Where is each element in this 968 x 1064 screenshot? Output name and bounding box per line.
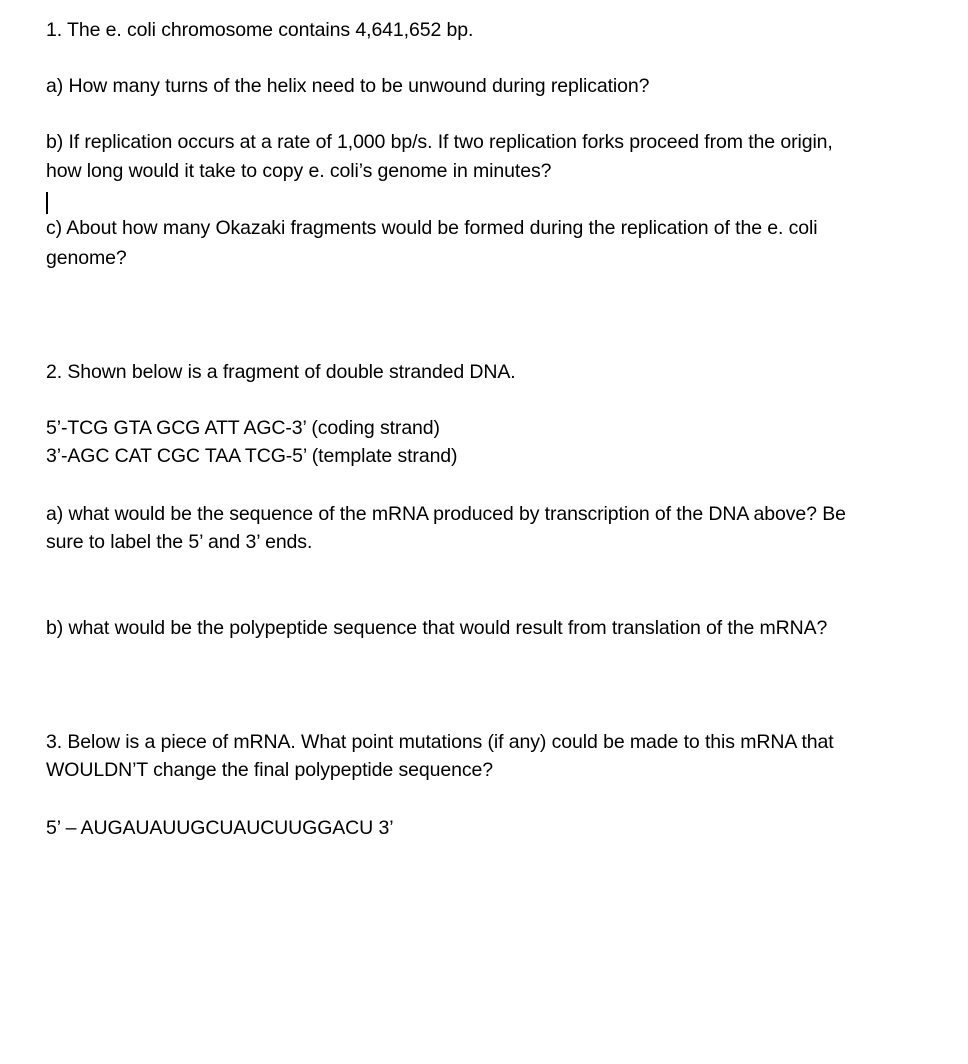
text-cursor (46, 192, 48, 214)
mrna-sequence: 5’ – AUGAUAUUGCUAUCUUGGACU 3’ (46, 817, 394, 839)
question-1b-line-2: how long would it take to copy e. coli’s genome in minutes? (46, 160, 552, 182)
question-2a-line-2: sure to label the 5’ and 3’ ends. (46, 531, 313, 553)
question-2a-line-1: a) what would be the sequence of the mRNA produced by transcription of the DNA above? Be (46, 503, 846, 525)
dna-template-strand: 3’-AGC CAT CGC TAA TCG-5’ (template strand) (46, 445, 458, 467)
question-3-stem-line-2: WOULDN’T change the final polypeptide sequence? (46, 759, 493, 781)
question-1c-line-2: genome? (46, 247, 127, 269)
dna-coding-strand: 5’-TCG GTA GCG ATT AGC-3’ (coding strand) (46, 417, 440, 439)
question-1c-line-1: c) About how many Okazaki fragments would be formed during the replication of the e. coli (46, 217, 818, 239)
question-2b: b) what would be the polypeptide sequence that would result from translation of the mRNA? (46, 617, 828, 639)
question-1-stem: 1. The e. coli chromosome contains 4,641,652 bp. (46, 19, 474, 41)
question-2-stem: 2. Shown below is a fragment of double stranded DNA. (46, 361, 516, 383)
question-1a: a) How many turns of the helix need to be unwound during replication? (46, 75, 650, 97)
question-3-stem-line-1: 3. Below is a piece of mRNA. What point mutations (if any) could be made to this mRNA that (46, 731, 834, 753)
question-1b-line-1: b) If replication occurs at a rate of 1,000 bp/s. If two replication forks proceed from the origin, (46, 131, 833, 153)
